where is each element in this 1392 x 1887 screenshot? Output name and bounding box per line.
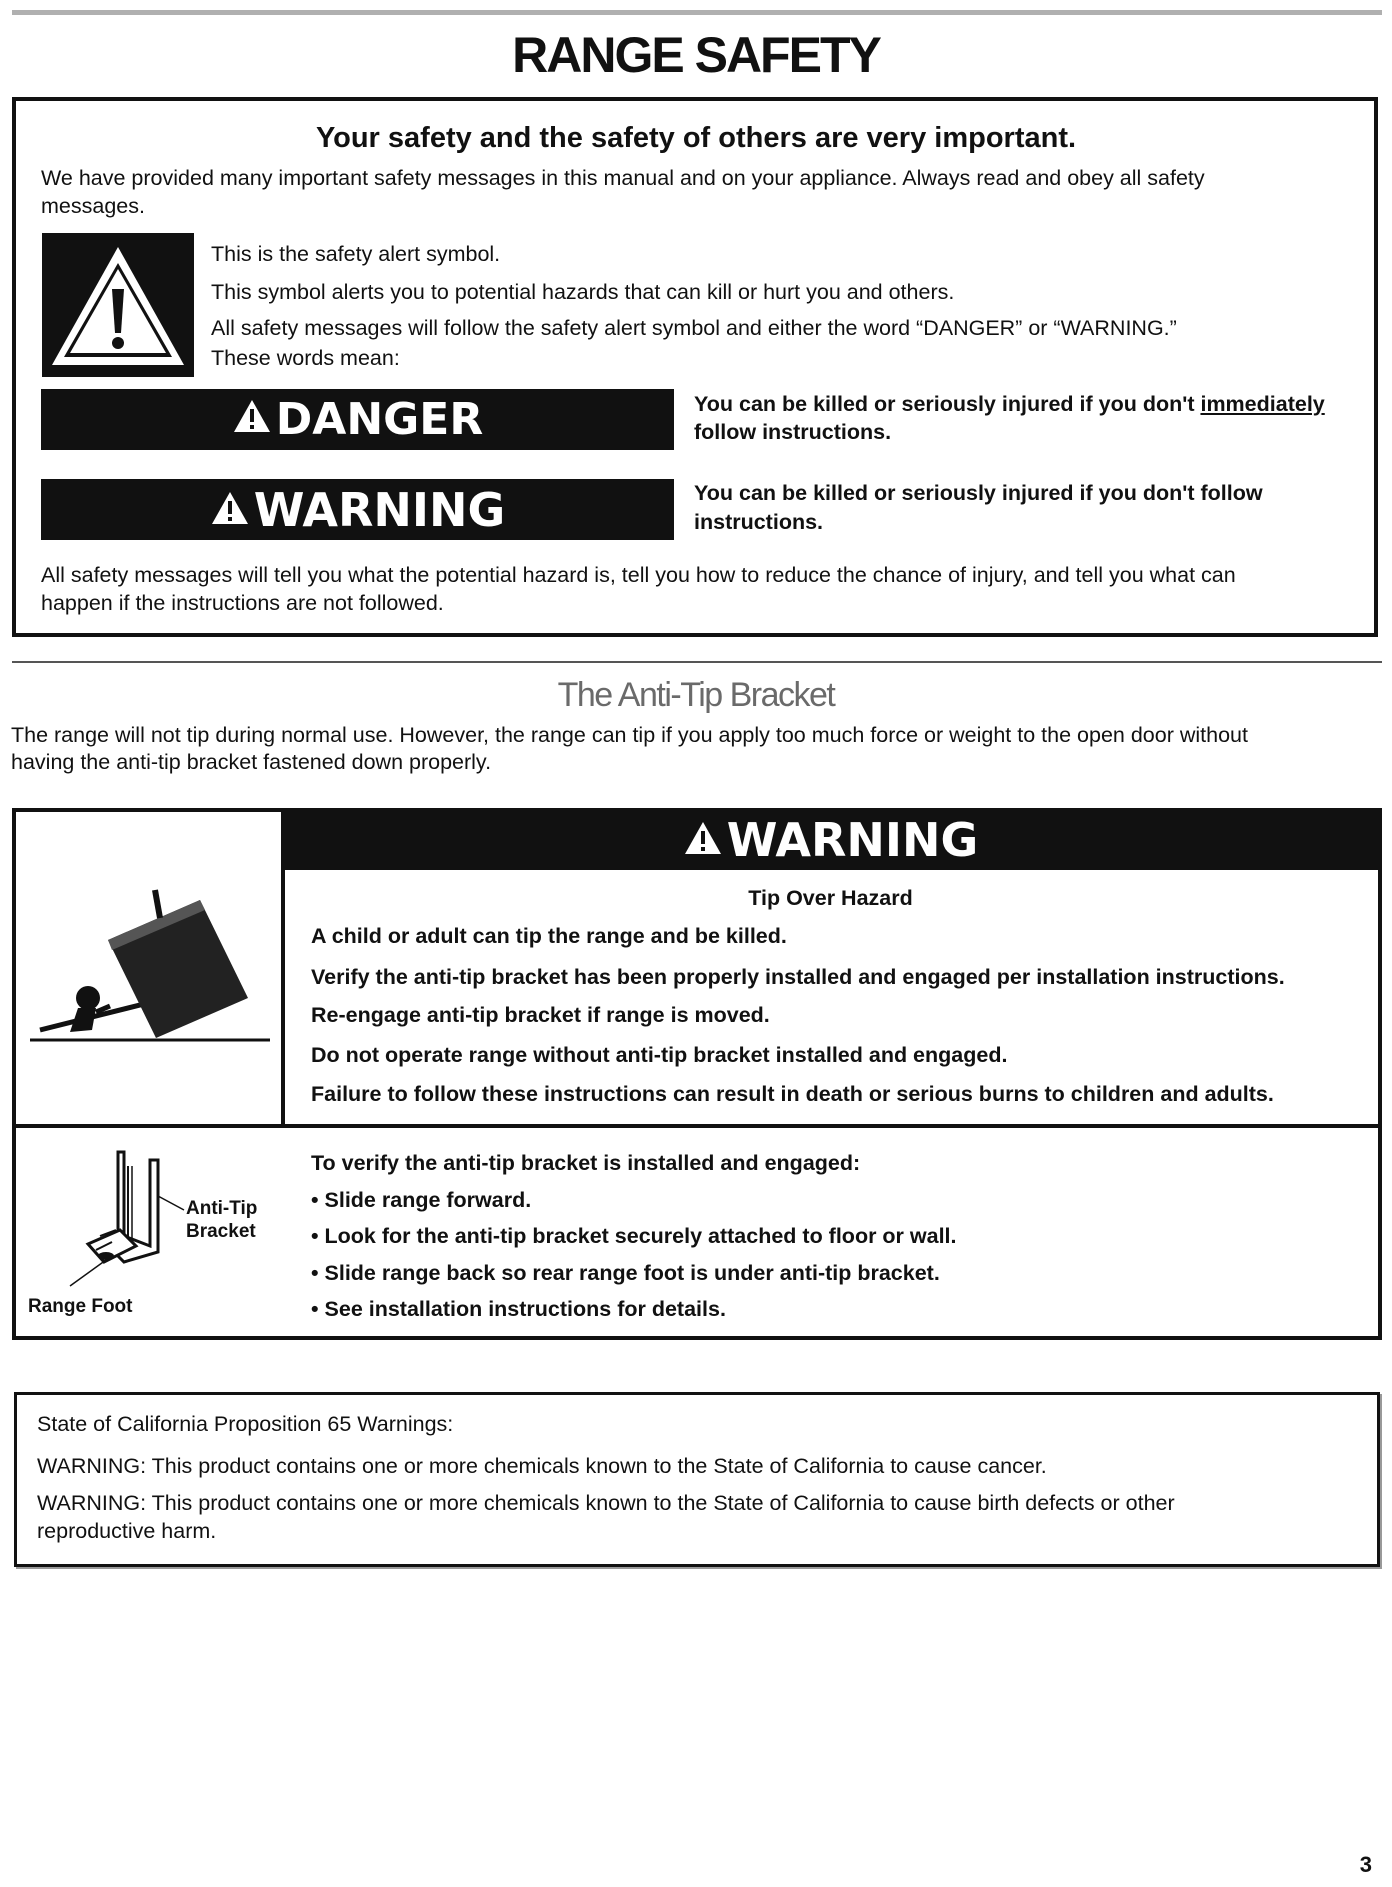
anti-tip-bracket-label bbox=[186, 1197, 257, 1243]
hazard-line-1: A child or adult can tip the range and be killed. bbox=[311, 924, 787, 948]
symbol-line-2: This symbol alerts you to potential hazards that can kill or hurt you and others. bbox=[211, 280, 955, 304]
symbol-line-1: This is the safety alert symbol. bbox=[211, 242, 501, 266]
hazard-line-4: Do not operate range without anti-tip bracket installed and engaged. bbox=[311, 1043, 1008, 1067]
prop65-line-2a: WARNING: This product contains one or more chemicals known to the State of California to cause birth defects or other bbox=[37, 1491, 1175, 1515]
warning-triangle-icon bbox=[232, 394, 272, 445]
bracket-label-line-2: Bracket bbox=[186, 1221, 256, 1242]
warning-text-a: You can be killed or seriously injured if you don't follow bbox=[694, 481, 1263, 505]
safety-closing-line-1: All safety messages will tell you what the potential hazard is, tell you how to reduce the chance of injury, and tell you what can bbox=[41, 563, 1236, 587]
verify-step: • Slide range back so rear range foot is under anti-tip bracket. bbox=[311, 1261, 940, 1285]
warning-triangle-icon bbox=[210, 483, 250, 537]
range-foot-label: Range Foot bbox=[28, 1296, 133, 1317]
warning-banner bbox=[41, 479, 674, 540]
danger-text-b: follow instructions. bbox=[694, 420, 892, 444]
hazard-line-3: Re-engage anti-tip bracket if range is moved. bbox=[311, 1003, 770, 1027]
verify-step-text: See installation instructions for details. bbox=[324, 1297, 726, 1321]
verify-step: • Look for the anti-tip bracket securely attached to floor or wall. bbox=[311, 1224, 957, 1248]
page-title: RANGE SAFETY bbox=[512, 27, 880, 83]
tip-warning-label: WARNING bbox=[726, 813, 979, 867]
safety-intro-line-1: We have provided many important safety messages in this manual and on your appliance. Always read and obey all safety bbox=[41, 166, 1205, 190]
warning-label: WARNING bbox=[253, 482, 506, 537]
safety-intro-line-2: messages. bbox=[41, 194, 145, 218]
verify-step: • See installation instructions for details. bbox=[311, 1297, 726, 1321]
danger-description bbox=[694, 390, 1325, 419]
verify-step-text: Slide range back so rear range foot is under anti-tip bracket. bbox=[324, 1261, 940, 1285]
danger-banner bbox=[41, 389, 674, 450]
top-rule bbox=[12, 10, 1382, 15]
bracket-label-line-1: Anti-Tip bbox=[186, 1198, 258, 1219]
symbol-line-4: These words mean: bbox=[211, 346, 400, 370]
tipping-range-illustration bbox=[30, 880, 270, 1050]
verify-step: • Slide range forward. bbox=[311, 1188, 532, 1212]
danger-label: DANGER bbox=[275, 394, 484, 445]
anti-tip-title: The Anti-Tip Bracket bbox=[557, 676, 835, 714]
page-number: 3 bbox=[1359, 1852, 1372, 1877]
section-divider bbox=[12, 661, 1382, 663]
verify-step-text: Slide range forward. bbox=[324, 1188, 532, 1212]
danger-text-underline: immediately bbox=[1200, 392, 1325, 416]
tip-warning-banner bbox=[283, 810, 1378, 870]
tip-over-hazard-title: Tip Over Hazard bbox=[748, 886, 913, 910]
safety-heading: Your safety and the safety of others are very important. bbox=[315, 122, 1077, 154]
symbol-line-3: All safety messages will follow the safety alert symbol and either the word “DANGER” or “WARNING.” bbox=[211, 316, 1177, 340]
prop65-heading: State of California Proposition 65 Warnings: bbox=[37, 1412, 454, 1436]
warning-text-b: instructions. bbox=[694, 510, 824, 534]
safety-alert-symbol-icon bbox=[42, 233, 194, 377]
hazard-line-5: Failure to follow these instructions can result in death or serious burns to children and adults. bbox=[311, 1082, 1274, 1106]
tip-box-divider-horizontal bbox=[12, 1124, 1382, 1128]
verify-step-text: Look for the anti-tip bracket securely attached to floor or wall. bbox=[324, 1224, 957, 1248]
safety-closing-line-2: happen if the instructions are not followed. bbox=[41, 591, 444, 615]
anti-tip-intro-line-1: The range will not tip during normal use. However, the range can tip if you apply too much force or weight to the open door without bbox=[11, 723, 1248, 747]
warning-triangle-icon bbox=[683, 813, 723, 867]
prop65-line-2b: reproductive harm. bbox=[37, 1519, 217, 1543]
danger-text-a: You can be killed or seriously injured if you don't bbox=[694, 392, 1201, 416]
hazard-line-2: Verify the anti-tip bracket has been properly installed and engaged per installation instructions. bbox=[311, 965, 1285, 989]
prop65-line-1: WARNING: This product contains one or more chemicals known to the State of California to cause cancer. bbox=[37, 1454, 1047, 1478]
verify-heading: To verify the anti-tip bracket is installed and engaged: bbox=[311, 1151, 861, 1175]
anti-tip-intro-line-2: having the anti-tip bracket fastened down properly. bbox=[11, 750, 492, 774]
